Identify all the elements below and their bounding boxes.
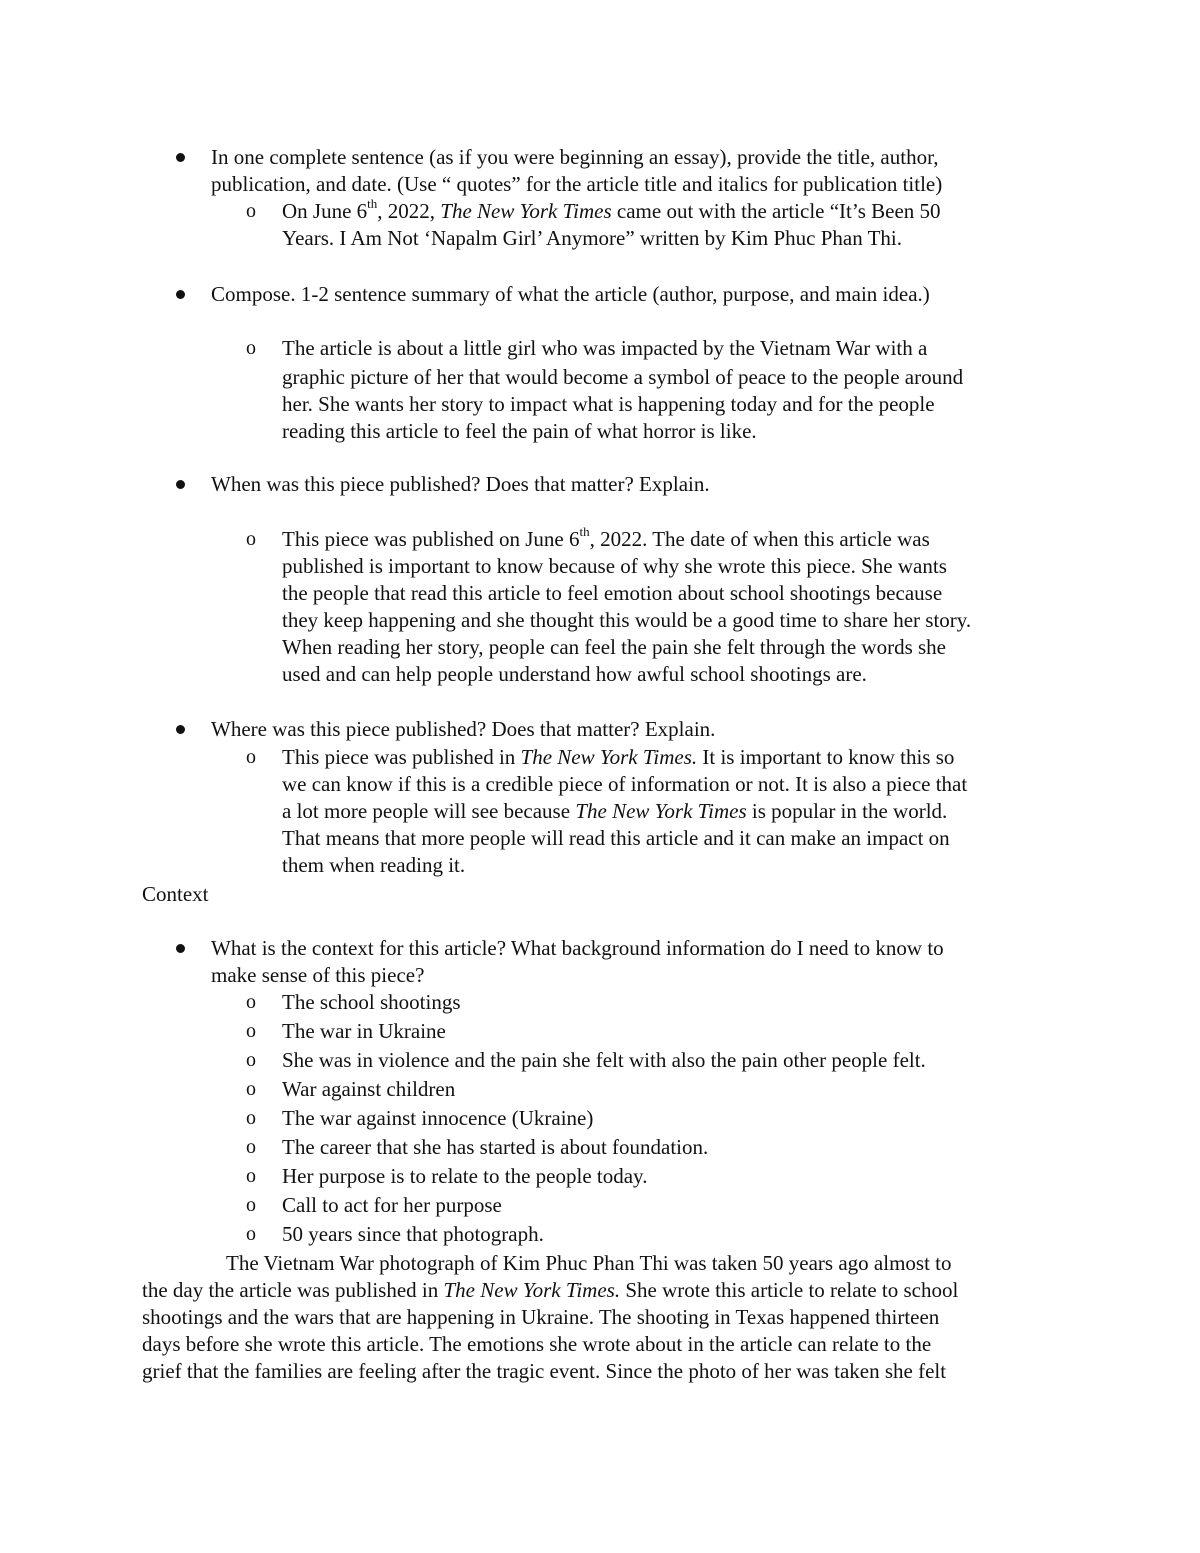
question-when-published: When was this piece published? Does that matter? Explain.: [211, 471, 1071, 498]
question-title-author: In one complete sentence (as if you were beginning an essay), provide the title, author, publication, and date. (Use “ quotes” for the article title and italics for publication title): [211, 144, 1071, 198]
sub-bullet: o: [246, 1049, 256, 1071]
context-item: o Call to act for her purpose: [246, 1193, 502, 1217]
sub-bullet: o: [246, 1194, 256, 1216]
sub-bullet: o: [246, 200, 256, 222]
answer-when-published: o This piece was published on June 6th, 2022. The date of when this article was published is important to know because of why she wrote this piece. She wants the people that read this article to feel emotion about school shootings because they keep happening and she thought this would be a good time to share her story. When reading her story, people can feel the pain she felt through the words she used and can help people understand how awful school shootings are.: [246, 524, 972, 686]
sub-bullet: o: [246, 337, 256, 359]
question-context: What is the context for this article? What background information do I need to know to make sense of this piece?: [211, 935, 1071, 989]
sub-bullet: o: [246, 991, 256, 1013]
sub-bullet: o: [246, 1165, 256, 1187]
context-item: o The career that she has started is about foundation.: [246, 1135, 709, 1159]
context-item: o Her purpose is to relate to the people today.: [246, 1164, 648, 1188]
sub-bullet: o: [246, 528, 256, 550]
question-summary: Compose. 1-2 sentence summary of what the article (author, purpose, and main idea.): [211, 281, 1071, 308]
sub-bullet: o: [246, 1136, 256, 1158]
context-item: o War against children: [246, 1077, 456, 1101]
section-heading-context: Context: [142, 882, 209, 906]
answer-summary: o The article is about a little girl who was impacted by the Vietnam War with a graphic picture of her that would become a symbol of peace to the people around her. She wants her story to impact what is happening today and for the people reading this article to feel the pain of what horror is like.: [246, 336, 964, 443]
bullet: [175, 935, 185, 962]
sub-bullet: o: [246, 1107, 256, 1129]
question-where-published: Where was this piece published? Does that matter? Explain.: [211, 716, 1071, 743]
bullet: [175, 716, 185, 743]
context-item: o She was in violence and the pain she felt with also the pain other people felt.: [246, 1048, 926, 1072]
bullet: [175, 144, 185, 171]
publication-title: The New York Times: [575, 799, 747, 823]
context-item: o The war in Ukraine: [246, 1019, 446, 1043]
sub-bullet: o: [246, 1078, 256, 1100]
context-item: o The school shootings: [246, 990, 461, 1014]
body-paragraph: The Vietnam War photograph of Kim Phuc Phan Thi was taken 50 years ago almost to the day the article was published in The New York Times. She wrote this article to relate to school shootings and the wars that are happening in Ukraine. The shooting in Texas happened thirteen days before she wrote this article. The emotions she wrote about in the article can relate to the grief that the families are feeling after the tragic event. Since the photo of her was taken she felt: [142, 1251, 959, 1383]
sub-bullet: o: [246, 746, 256, 768]
publication-title: The New York Times.: [520, 745, 698, 769]
bullet: [175, 281, 185, 308]
answer-title-author: o On June 6th, 2022, The New York Times came out with the article “It’s Been 50 Years. I Am Not ‘Napalm Girl’ Anymore” written by Kim Phuc Phan Thi.: [246, 196, 941, 250]
bullet: [175, 471, 185, 498]
publication-title: The New York Times: [440, 199, 612, 223]
answer-where-published: o This piece was published in The New York Times. It is important to know this so we can know if this is a credible piece of information or not. It is also a piece that a lot more people will see because The New York Times is popular in the world. That means that more people will read this article and it can make an impact on them when reading it.: [246, 745, 968, 877]
sub-bullet: o: [246, 1020, 256, 1042]
context-item: o The war against innocence (Ukraine): [246, 1106, 594, 1130]
sub-bullet: o: [246, 1223, 256, 1245]
context-item: o 50 years since that photograph.: [246, 1222, 544, 1246]
publication-title: The New York Times.: [443, 1278, 621, 1302]
